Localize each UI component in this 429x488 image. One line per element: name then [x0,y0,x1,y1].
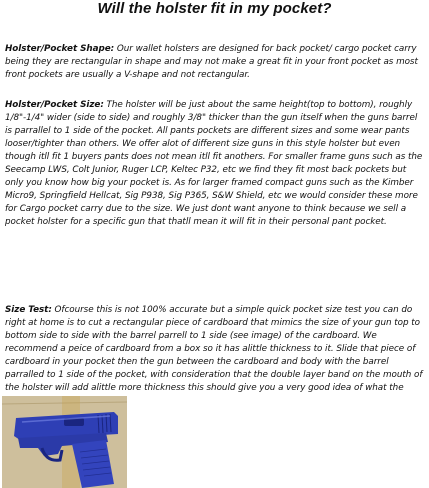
section-holster-pocket-size [5,99,426,229]
size-test-photo [2,396,127,488]
section-text: Our wallet holsters are designed for back pocket/ cargo pocket carry being they are rectangular in shape and may not make a great fit in your front pocket as most front pockets are usually a V-shape and not rectangular. [5,44,418,80]
section-heading: Holster/Pocket Size: [5,100,104,110]
section-holster-pocket-shape [5,43,426,82]
section-heading: Holster/Pocket Shape: [5,44,115,54]
section-size-test [5,304,426,408]
section-heading: Size Test: [5,305,52,315]
section-text: The holster will be just about the same height(top to bottom), roughly 1/8"-1/4" wider (side to side) and roughly 3/8" thicker than the gun itself when the guns barrel is parrallel to 1 side of the pocket. All pants pockets are different sizes and some wear pants looser/tighter than others. We offer alot of different size guns in this style holster but even though itll fit 1 buyers pants does not mean itll fit anothers. For smaller frame guns such as the Seecamp LWS, Colt Junior, Ruger LCP, Keltec P32, etc we find they fit most back pockets but only you know how big your pocket is. As for larger framed compact guns such as the Kimber Micro9, Springfield Hellcat, Sig P938, Sig P365, S&W Shield, etc we would consider these more for Cargo pocket carry due to the size. We just dont want anyone to think because we sell a pocket holster for a specific gun that thatll mean it will fit in their personal pant pocket. [5,100,423,227]
page-title: Will the holster fit in my pocket? [97,0,332,17]
pistol-on-cardboard-image [2,396,127,488]
section-text: Ofcourse this is not 100% accurate but a simple quick pocket size test you can do right at home is to cut a rectangular piece of cardboard that mimics the size of your gun top to bottom side to side with the barrel parrell to 1 side (see image) of the cardboard. We recommend a peice of cardboard from a box so it has alittle thickness to it. Slide that piece of cardboard in your pocket then the gun between the cardboard and body with the barrel parralled to 1 side of the pocket, with consideration that the double layer band on the mouth of the holster will add alittle more thickness this should give you a very good idea of what the [5,305,423,393]
